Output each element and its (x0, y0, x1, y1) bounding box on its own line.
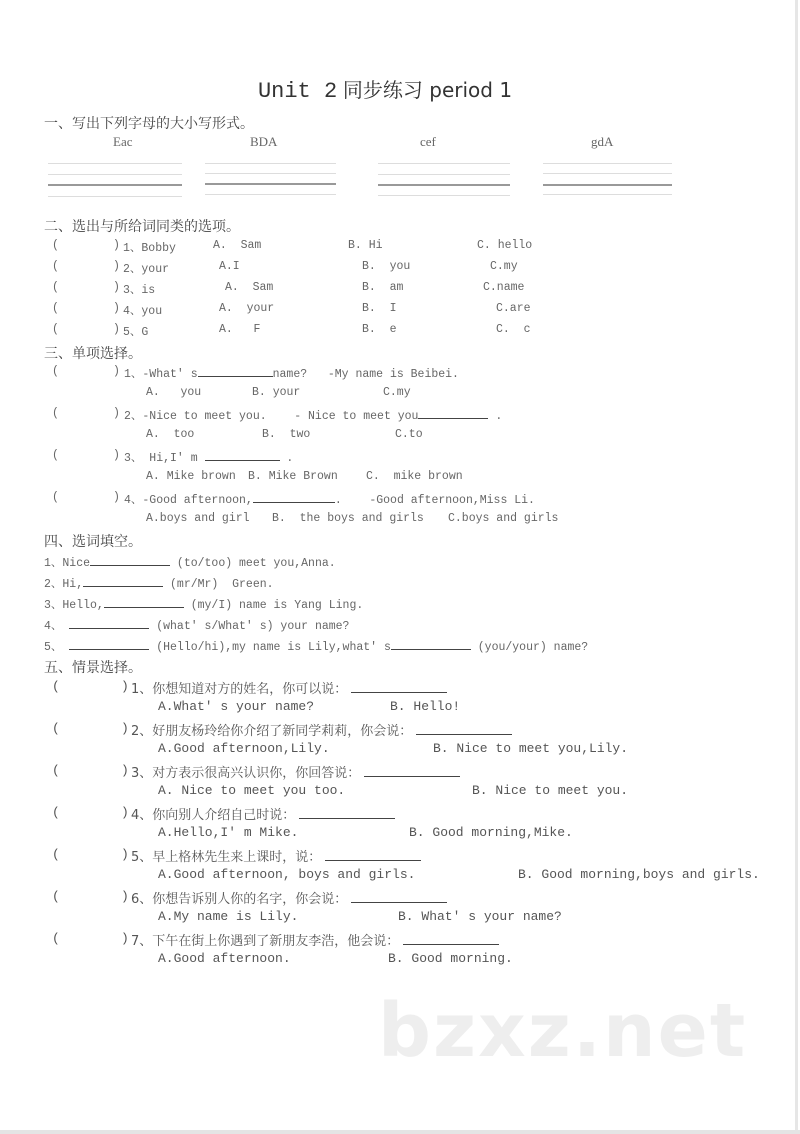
question-post: . (488, 410, 503, 423)
question-word: 5、G (123, 326, 149, 339)
item-pre: 3、Hello, (44, 599, 104, 612)
item-post-2: (you/your) name? (470, 641, 589, 654)
item-post: (mr/Mr) Green. (163, 578, 274, 591)
question-prompt: 4、你向别人介绍自己时说： (131, 808, 296, 823)
item-post: (to/too) meet you,Anna. (170, 557, 336, 570)
option-b: B. Mike Brown (248, 470, 338, 483)
question-pre: 2、-Nice to meet you. - Nice to meet you (124, 410, 419, 423)
question-word: 4、you (123, 305, 163, 318)
option-b: B. Good morning,Mike. (409, 825, 573, 840)
question-prompt: 5、早上格林先生来上课时，说： (131, 850, 322, 865)
option-b: B. your (252, 386, 301, 399)
option-c: C.my (383, 386, 411, 399)
s4-item-5 (44, 638, 588, 654)
question-post: name? -My name is Beibei. (272, 368, 459, 381)
answer-paren[interactable]: ( (52, 721, 60, 736)
option-b: B. you (362, 260, 411, 273)
answer-paren-open[interactable]: ( (52, 323, 59, 336)
page-title (0, 74, 770, 104)
answer-blank[interactable] (351, 682, 447, 693)
question-text (124, 365, 459, 381)
answer-blank[interactable] (253, 492, 335, 503)
answer-blank-2[interactable] (391, 639, 471, 650)
question-text (131, 804, 395, 823)
option-a: A. too (146, 428, 195, 441)
s4-item-4 (44, 617, 349, 633)
option-b: B. the boys and girls (272, 512, 424, 525)
answer-paren-open[interactable]: ( (52, 260, 59, 273)
answer-blank[interactable] (69, 618, 149, 629)
option-b: B. What' s your name? (398, 909, 562, 924)
item-post: (my/I) name is Yang Ling. (183, 599, 364, 612)
answer-paren-close: ) (113, 302, 120, 315)
option-a: A.Good afternoon. (158, 951, 291, 966)
question-prompt: 1、你想知道对方的姓名，你可以说： (131, 682, 348, 697)
answer-blank[interactable] (205, 450, 280, 461)
question-text (131, 888, 447, 907)
s4-item-1 (44, 554, 336, 570)
question-text (131, 678, 447, 697)
section3-heading: 三、单项选择。 (44, 346, 142, 362)
option-a: A. Nice to meet you too. (158, 783, 346, 798)
answer-blank[interactable] (104, 597, 184, 608)
option-a: A.Hello,I' m Mike. (158, 825, 299, 840)
answer-paren[interactable]: ( (52, 889, 60, 904)
option-c: C. c (496, 323, 531, 336)
answer-blank[interactable] (83, 576, 163, 587)
option-c: C. mike brown (366, 470, 463, 483)
section2-heading: 二、选出与所给词同类的选项。 (44, 219, 240, 235)
answer-blank[interactable] (90, 555, 170, 566)
answer-blank[interactable] (403, 934, 499, 945)
option-a: A. Sam (225, 281, 274, 294)
option-b: B. am (362, 281, 404, 294)
option-b: B. I (362, 302, 397, 315)
answer-paren[interactable]: ( (52, 491, 59, 504)
answer-paren[interactable]: ( (52, 679, 60, 694)
section5-heading: 五、情景选择。 (44, 660, 142, 676)
item-pre: 5、 (44, 641, 70, 654)
item-pre: 4、 (44, 620, 70, 633)
question-pre: 1、-What' s (124, 368, 198, 381)
option-a: A.I (219, 260, 240, 273)
question-text (124, 449, 293, 465)
paren-close: ) (113, 407, 120, 420)
title-rest: 同步练习 period 1 (342, 78, 513, 102)
question-prompt: 2、好朋友杨玲给你介绍了新同学莉莉，你会说： (131, 724, 413, 739)
page-edge-bottom (0, 1130, 800, 1134)
option-c: C.my (490, 260, 518, 273)
paren-close: ) (121, 889, 129, 904)
option-c: C.to (395, 428, 423, 441)
item-pre: 1、Nice (44, 557, 91, 570)
answer-blank[interactable] (299, 808, 395, 819)
answer-paren-close: ) (113, 239, 120, 252)
answer-paren[interactable]: ( (52, 449, 59, 462)
option-a: A. your (219, 302, 275, 315)
letters-group-1: Eac (113, 134, 133, 149)
answer-paren-open[interactable]: ( (52, 302, 59, 315)
question-pre: 3、 Hi,I' m (124, 452, 205, 465)
question-pre: 4、-Good afternoon, (124, 494, 253, 507)
title-unit: Unit 2 (257, 79, 338, 104)
answer-blank[interactable] (418, 408, 488, 419)
answer-blank[interactable] (69, 639, 149, 650)
question-text (124, 407, 502, 423)
paren-close: ) (113, 449, 120, 462)
question-text (131, 846, 421, 865)
option-a: A. Mike brown (146, 470, 236, 483)
question-prompt: 7、下午在街上你遇到了新朋友李浩，他会说： (131, 934, 400, 949)
section4-heading: 四、选词填空。 (44, 534, 142, 550)
option-a: A.What' s your name? (158, 699, 315, 714)
section1-heading: 一、写出下列字母的大小写形式。 (44, 116, 254, 132)
s4-item-2 (44, 575, 274, 591)
item-post: (Hello/hi),my name is Lily,what' s (149, 641, 391, 654)
option-c: C.name (483, 281, 525, 294)
option-c: C.are (496, 302, 531, 315)
answer-blank[interactable] (416, 724, 512, 735)
option-b: B. Nice to meet you. (472, 783, 629, 798)
answer-paren[interactable]: ( (52, 763, 60, 778)
answer-blank[interactable] (364, 766, 460, 777)
question-post: . (279, 452, 294, 465)
answer-paren-close: ) (113, 323, 120, 336)
option-b: B. Good morning,boys and girls. (518, 867, 760, 882)
option-a: A. F (219, 323, 261, 336)
question-text (131, 762, 460, 781)
option-c: C. hello (477, 239, 533, 252)
option-b: B. Nice to meet you,Lily. (433, 741, 629, 756)
item-pre: 2、Hi, (44, 578, 84, 591)
paren-close: ) (121, 931, 129, 946)
answer-blank[interactable] (325, 850, 421, 861)
page-edge-right (795, 0, 798, 1130)
paren-close: ) (113, 491, 120, 504)
question-text (131, 720, 512, 739)
paren-close: ) (121, 721, 129, 736)
option-a: A. you (146, 386, 202, 399)
s4-item-3 (44, 596, 363, 612)
question-word: 1、Bobby (123, 242, 176, 255)
answer-paren[interactable]: ( (52, 847, 60, 862)
watermark: bzxz.net (378, 988, 748, 1074)
option-b: B. Hi (348, 239, 383, 252)
answer-paren-close: ) (113, 281, 120, 294)
paren-close: ) (121, 805, 129, 820)
option-a: A.My name is Lily. (158, 909, 299, 924)
option-a: A.boys and girl (146, 512, 250, 525)
answer-paren[interactable]: ( (52, 365, 59, 378)
option-b: B. Hello! (390, 699, 461, 714)
answer-paren-close: ) (113, 260, 120, 273)
paren-close: ) (121, 679, 129, 694)
answer-paren-open[interactable]: ( (52, 281, 59, 294)
option-a: A.Good afternoon, boys and girls. (158, 867, 416, 882)
letters-group-3: cef (420, 134, 436, 149)
question-prompt: 3、对方表示很高兴认识你，你回答说： (131, 766, 361, 781)
item-post: (what' s/What' s) your name? (149, 620, 350, 633)
question-text (124, 491, 535, 507)
answer-paren[interactable]: ( (52, 805, 60, 820)
option-b: B. e (362, 323, 397, 336)
letters-group-4: gdA (591, 134, 614, 149)
answer-blank[interactable] (351, 892, 447, 903)
question-text (131, 930, 499, 949)
question-post: . -Good afternoon,Miss Li. (334, 494, 535, 507)
option-c: C.boys and girls (448, 512, 559, 525)
answer-paren[interactable]: ( (52, 407, 59, 420)
question-prompt: 6、你想告诉别人你的名字，你会说： (131, 892, 348, 907)
option-a: A.Good afternoon,Lily. (158, 741, 330, 756)
option-b: B. Good morning. (388, 951, 513, 966)
paren-close: ) (121, 847, 129, 862)
option-a: A. Sam (213, 239, 262, 252)
answer-paren[interactable]: ( (52, 931, 60, 946)
answer-paren-open[interactable]: ( (52, 239, 59, 252)
paren-close: ) (121, 763, 129, 778)
paren-close: ) (113, 365, 120, 378)
option-b: B. two (262, 428, 311, 441)
answer-blank[interactable] (198, 366, 273, 377)
letters-group-2: BDA (250, 134, 278, 149)
question-word: 2、your (123, 263, 170, 276)
question-word: 3、is (123, 284, 156, 297)
